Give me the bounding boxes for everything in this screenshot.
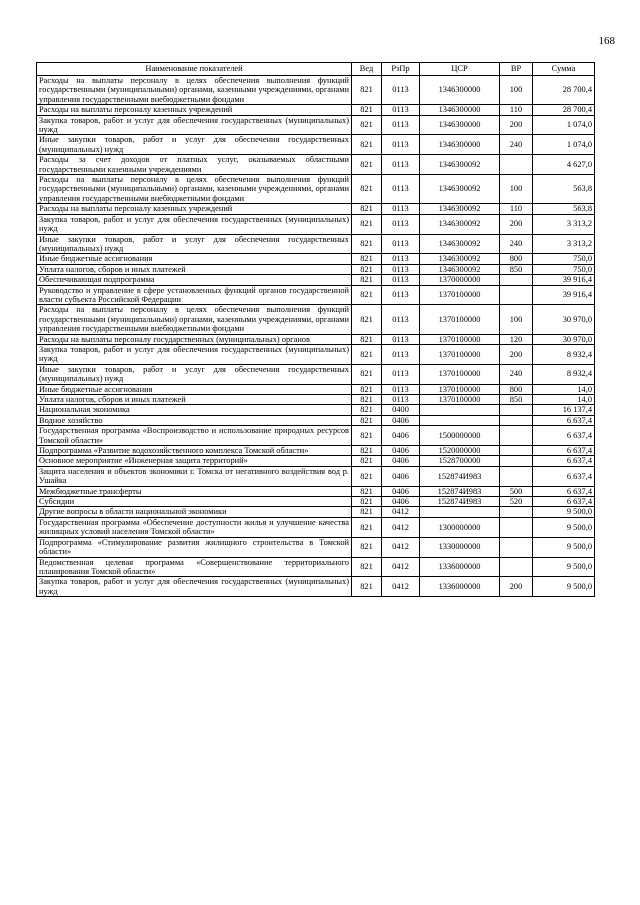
cell-rzpr: 0113 bbox=[382, 395, 420, 405]
cell-sum: 9 500,0 bbox=[533, 507, 595, 517]
cell-rzpr: 0113 bbox=[382, 285, 420, 305]
cell-rzpr: 0113 bbox=[382, 105, 420, 115]
cell-vr: 240 bbox=[500, 234, 533, 254]
cell-vr bbox=[500, 155, 533, 175]
cell-ved: 821 bbox=[352, 76, 382, 105]
cell-name: Межбюджетные трансферты bbox=[37, 486, 352, 496]
cell-ved: 821 bbox=[352, 497, 382, 507]
cell-sum: 6 637,4 bbox=[533, 456, 595, 466]
table-row bbox=[37, 214, 595, 234]
cell-vr bbox=[500, 517, 533, 537]
cell-ved: 821 bbox=[352, 405, 382, 415]
cell-name: Государственная программа «Воспроизводство и использование природных ресурсов Томской области» bbox=[37, 426, 352, 446]
cell-vr: 200 bbox=[500, 214, 533, 234]
cell-vr: 100 bbox=[500, 175, 533, 204]
cell-sum: 563,8 bbox=[533, 204, 595, 214]
header-sum: Сумма bbox=[533, 63, 595, 76]
cell-vr: 200 bbox=[500, 115, 533, 135]
cell-name: Расходы за счет доходов от платных услуг, оказываемых областными государственными казенными учреждениями bbox=[37, 155, 352, 175]
cell-vr: 100 bbox=[500, 76, 533, 105]
cell-name: Защита населения и объектов экономики г. Томска от негативного воздействия вод р. Ушайка bbox=[37, 466, 352, 486]
cell-sum: 9 500,0 bbox=[533, 557, 595, 577]
table-row bbox=[37, 305, 595, 334]
table-row bbox=[37, 264, 595, 274]
cell-rzpr: 0412 bbox=[382, 557, 420, 577]
cell-vr: 100 bbox=[500, 305, 533, 334]
table-row bbox=[37, 334, 595, 344]
cell-sum: 6 637,4 bbox=[533, 446, 595, 456]
cell-csr: 152874И983 bbox=[420, 466, 500, 486]
cell-vr: 200 bbox=[500, 344, 533, 364]
cell-vr bbox=[500, 275, 533, 285]
cell-ved: 821 bbox=[352, 334, 382, 344]
cell-rzpr: 0406 bbox=[382, 426, 420, 446]
table-row bbox=[37, 426, 595, 446]
cell-vr: 500 bbox=[500, 486, 533, 496]
cell-name: Иные бюджетные ассигнования bbox=[37, 254, 352, 264]
table-row bbox=[37, 517, 595, 537]
cell-sum: 750,0 bbox=[533, 254, 595, 264]
table-row bbox=[37, 466, 595, 486]
cell-ved: 821 bbox=[352, 426, 382, 446]
cell-sum: 3 313,2 bbox=[533, 214, 595, 234]
cell-rzpr: 0412 bbox=[382, 537, 420, 557]
cell-csr: 1370100000 bbox=[420, 344, 500, 364]
cell-ved: 821 bbox=[352, 264, 382, 274]
cell-name: Иные закупки товаров, работ и услуг для обеспечения государственных (муниципальных) нужд bbox=[37, 135, 352, 155]
table-row bbox=[37, 364, 595, 384]
cell-name: Основное мероприятие «Инженерная защита территорий» bbox=[37, 456, 352, 466]
cell-vr bbox=[500, 507, 533, 517]
cell-sum: 3 313,2 bbox=[533, 234, 595, 254]
table-header-row bbox=[37, 63, 595, 76]
cell-name: Иные закупки товаров, работ и услуг для обеспечения государственных (муниципальных) нужд bbox=[37, 364, 352, 384]
table-row bbox=[37, 115, 595, 135]
cell-ved: 821 bbox=[352, 364, 382, 384]
cell-rzpr: 0412 bbox=[382, 507, 420, 517]
cell-rzpr: 0406 bbox=[382, 446, 420, 456]
cell-ved: 821 bbox=[352, 446, 382, 456]
table-row bbox=[37, 507, 595, 517]
cell-ved: 821 bbox=[352, 507, 382, 517]
cell-vr: 200 bbox=[500, 577, 533, 597]
cell-vr bbox=[500, 537, 533, 557]
cell-rzpr: 0113 bbox=[382, 76, 420, 105]
cell-rzpr: 0113 bbox=[382, 135, 420, 155]
cell-ved: 821 bbox=[352, 517, 382, 537]
cell-rzpr: 0113 bbox=[382, 344, 420, 364]
cell-ved: 821 bbox=[352, 415, 382, 425]
table-row bbox=[37, 254, 595, 264]
cell-vr bbox=[500, 446, 533, 456]
table-row bbox=[37, 76, 595, 105]
cell-vr: 110 bbox=[500, 204, 533, 214]
cell-name: Расходы на выплаты персоналу казенных учреждений bbox=[37, 204, 352, 214]
cell-sum: 563,8 bbox=[533, 175, 595, 204]
cell-sum: 6 637,4 bbox=[533, 415, 595, 425]
cell-csr: 1336000000 bbox=[420, 577, 500, 597]
cell-sum: 16 137,4 bbox=[533, 405, 595, 415]
cell-csr: 1520000000 bbox=[420, 446, 500, 456]
table-row bbox=[37, 497, 595, 507]
cell-rzpr: 0406 bbox=[382, 486, 420, 496]
cell-csr: 152874И983 bbox=[420, 497, 500, 507]
cell-name: Закупка товаров, работ и услуг для обеспечения государственных (муниципальных) нужд bbox=[37, 214, 352, 234]
table-row bbox=[37, 446, 595, 456]
cell-csr: 1330000000 bbox=[420, 537, 500, 557]
cell-sum: 28 700,4 bbox=[533, 76, 595, 105]
cell-csr: 1500000000 bbox=[420, 426, 500, 446]
cell-vr bbox=[500, 415, 533, 425]
table-row bbox=[37, 456, 595, 466]
header-vr: ВР bbox=[500, 63, 533, 76]
table-row bbox=[37, 155, 595, 175]
cell-rzpr: 0113 bbox=[382, 305, 420, 334]
header-csr: ЦСР bbox=[420, 63, 500, 76]
cell-ved: 821 bbox=[352, 557, 382, 577]
cell-csr: 1370100000 bbox=[420, 305, 500, 334]
cell-sum: 30 970,0 bbox=[533, 305, 595, 334]
cell-name: Уплата налогов, сборов и иных платежей bbox=[37, 395, 352, 405]
cell-sum: 8 932,4 bbox=[533, 344, 595, 364]
cell-name: Закупка товаров, работ и услуг для обеспечения государственных (муниципальных) нужд bbox=[37, 577, 352, 597]
cell-name: Ведомственная целевая программа «Совершенствование территориального планирования Томской области» bbox=[37, 557, 352, 577]
cell-csr: 1346300092 bbox=[420, 264, 500, 274]
table-row bbox=[37, 384, 595, 394]
page-number: 168 bbox=[598, 35, 615, 47]
cell-sum: 14,0 bbox=[533, 384, 595, 394]
table-row bbox=[37, 234, 595, 254]
cell-name: Расходы на выплаты персоналу в целях обеспечения выполнения функций государственными (муниципальными) органами, казенными учреждениями, органами управления государственными внебюджетными фондами bbox=[37, 175, 352, 204]
cell-ved: 821 bbox=[352, 384, 382, 394]
cell-rzpr: 0113 bbox=[382, 155, 420, 175]
cell-sum: 4 627,0 bbox=[533, 155, 595, 175]
cell-vr: 120 bbox=[500, 334, 533, 344]
cell-ved: 821 bbox=[352, 285, 382, 305]
cell-ved: 821 bbox=[352, 175, 382, 204]
cell-sum: 8 932,4 bbox=[533, 364, 595, 384]
cell-vr bbox=[500, 426, 533, 446]
cell-sum: 39 916,4 bbox=[533, 285, 595, 305]
cell-ved: 821 bbox=[352, 234, 382, 254]
cell-rzpr: 0113 bbox=[382, 384, 420, 394]
cell-vr bbox=[500, 456, 533, 466]
cell-csr: 1528700000 bbox=[420, 456, 500, 466]
cell-name: Закупка товаров, работ и услуг для обеспечения государственных (муниципальных) нужд bbox=[37, 115, 352, 135]
table-row bbox=[37, 285, 595, 305]
cell-csr bbox=[420, 405, 500, 415]
cell-sum: 28 700,4 bbox=[533, 105, 595, 115]
cell-csr: 1370100000 bbox=[420, 334, 500, 344]
cell-vr: 520 bbox=[500, 497, 533, 507]
header-name: Наименование показателей bbox=[37, 63, 352, 76]
cell-csr: 1370100000 bbox=[420, 384, 500, 394]
cell-vr: 110 bbox=[500, 105, 533, 115]
cell-ved: 821 bbox=[352, 537, 382, 557]
cell-rzpr: 0113 bbox=[382, 175, 420, 204]
cell-sum: 1 074,0 bbox=[533, 135, 595, 155]
cell-name: Уплата налогов, сборов и иных платежей bbox=[37, 264, 352, 274]
cell-name: Расходы на выплаты персоналу государственных (муниципальных) органов bbox=[37, 334, 352, 344]
cell-sum: 750,0 bbox=[533, 264, 595, 274]
cell-name: Подпрограмма «Развитие водохозяйственного комплекса Томской области» bbox=[37, 446, 352, 456]
table-body bbox=[37, 76, 595, 597]
table-row bbox=[37, 344, 595, 364]
cell-vr bbox=[500, 557, 533, 577]
cell-ved: 821 bbox=[352, 135, 382, 155]
cell-rzpr: 0113 bbox=[382, 204, 420, 214]
cell-name: Подпрограмма «Стимулирование развития жилищного строительства в Томской области» bbox=[37, 537, 352, 557]
cell-ved: 821 bbox=[352, 466, 382, 486]
cell-ved: 821 bbox=[352, 155, 382, 175]
table-row bbox=[37, 415, 595, 425]
cell-csr: 1346300092 bbox=[420, 155, 500, 175]
cell-rzpr: 0406 bbox=[382, 456, 420, 466]
cell-vr bbox=[500, 285, 533, 305]
table-row bbox=[37, 175, 595, 204]
cell-csr: 1370100000 bbox=[420, 285, 500, 305]
cell-csr: 1370100000 bbox=[420, 364, 500, 384]
cell-ved: 821 bbox=[352, 214, 382, 234]
cell-name: Расходы на выплаты персоналу в целях обеспечения выполнения функций государственными (муниципальными) органами, казенными учреждениями, органами управления государственными внебюджетными фондами bbox=[37, 76, 352, 105]
cell-csr: 1346300000 bbox=[420, 76, 500, 105]
cell-vr: 850 bbox=[500, 264, 533, 274]
cell-csr: 1346300092 bbox=[420, 214, 500, 234]
cell-rzpr: 0412 bbox=[382, 517, 420, 537]
cell-rzpr: 0113 bbox=[382, 264, 420, 274]
cell-csr: 1346300000 bbox=[420, 105, 500, 115]
cell-ved: 821 bbox=[352, 577, 382, 597]
cell-ved: 821 bbox=[352, 115, 382, 135]
cell-csr: 1346300092 bbox=[420, 204, 500, 214]
table-row bbox=[37, 537, 595, 557]
table-row bbox=[37, 577, 595, 597]
cell-vr bbox=[500, 466, 533, 486]
cell-ved: 821 bbox=[352, 395, 382, 405]
cell-csr bbox=[420, 415, 500, 425]
cell-vr: 240 bbox=[500, 364, 533, 384]
cell-ved: 821 bbox=[352, 486, 382, 496]
cell-sum: 14,0 bbox=[533, 395, 595, 405]
table-row bbox=[37, 275, 595, 285]
cell-name: Иные бюджетные ассигнования bbox=[37, 384, 352, 394]
cell-name: Водное хозяйство bbox=[37, 415, 352, 425]
cell-csr: 1370100000 bbox=[420, 395, 500, 405]
cell-sum: 9 500,0 bbox=[533, 537, 595, 557]
cell-csr bbox=[420, 507, 500, 517]
cell-name: Расходы на выплаты персоналу в целях обеспечения выполнения функций государственными (муниципальными) органами, казенными учреждениями, органами управления государственными внебюджетными фондами bbox=[37, 305, 352, 334]
cell-vr: 800 bbox=[500, 384, 533, 394]
cell-ved: 821 bbox=[352, 456, 382, 466]
cell-vr: 850 bbox=[500, 395, 533, 405]
cell-ved: 821 bbox=[352, 254, 382, 264]
cell-csr: 1346300092 bbox=[420, 234, 500, 254]
cell-name: Субсидии bbox=[37, 497, 352, 507]
cell-rzpr: 0406 bbox=[382, 497, 420, 507]
cell-rzpr: 0113 bbox=[382, 254, 420, 264]
table-row bbox=[37, 395, 595, 405]
cell-name: Закупка товаров, работ и услуг для обеспечения государственных (муниципальных) нужд bbox=[37, 344, 352, 364]
cell-ved: 821 bbox=[352, 105, 382, 115]
cell-name: Иные закупки товаров, работ и услуг для обеспечения государственных (муниципальных) нужд bbox=[37, 234, 352, 254]
cell-sum: 1 074,0 bbox=[533, 115, 595, 135]
cell-csr: 1346300000 bbox=[420, 115, 500, 135]
cell-csr: 1346300000 bbox=[420, 135, 500, 155]
cell-vr bbox=[500, 405, 533, 415]
cell-ved: 821 bbox=[352, 305, 382, 334]
table-row bbox=[37, 557, 595, 577]
cell-rzpr: 0113 bbox=[382, 214, 420, 234]
cell-sum: 39 916,4 bbox=[533, 275, 595, 285]
cell-rzpr: 0400 bbox=[382, 405, 420, 415]
cell-sum: 6 637,4 bbox=[533, 466, 595, 486]
cell-rzpr: 0406 bbox=[382, 415, 420, 425]
table-row bbox=[37, 105, 595, 115]
cell-rzpr: 0113 bbox=[382, 234, 420, 254]
cell-name: Государственная программа «Обеспечение доступности жилья и улучшение качества жилищных условий населения Томской области» bbox=[37, 517, 352, 537]
cell-name: Обеспечивающая подпрограмма bbox=[37, 275, 352, 285]
header-rzpr: РзПр bbox=[382, 63, 420, 76]
table-row bbox=[37, 405, 595, 415]
cell-sum: 6 637,4 bbox=[533, 497, 595, 507]
cell-csr: 1300000000 bbox=[420, 517, 500, 537]
cell-vr: 240 bbox=[500, 135, 533, 155]
cell-sum: 6 637,4 bbox=[533, 486, 595, 496]
table-row bbox=[37, 486, 595, 496]
cell-name: Руководство и управление в сфере установленных функций органов государственной власти субъекта Российской Федерации bbox=[37, 285, 352, 305]
cell-csr: 152874И983 bbox=[420, 486, 500, 496]
cell-name: Другие вопросы в области национальной экономики bbox=[37, 507, 352, 517]
cell-ved: 821 bbox=[352, 275, 382, 285]
cell-rzpr: 0113 bbox=[382, 334, 420, 344]
cell-sum: 9 500,0 bbox=[533, 517, 595, 537]
cell-csr: 1336000000 bbox=[420, 557, 500, 577]
cell-rzpr: 0406 bbox=[382, 466, 420, 486]
budget-table bbox=[36, 62, 595, 597]
cell-rzpr: 0113 bbox=[382, 275, 420, 285]
header-ved: Вед bbox=[352, 63, 382, 76]
cell-ved: 821 bbox=[352, 204, 382, 214]
cell-csr: 1346300092 bbox=[420, 254, 500, 264]
cell-sum: 30 970,0 bbox=[533, 334, 595, 344]
cell-rzpr: 0412 bbox=[382, 577, 420, 597]
cell-csr: 1346300092 bbox=[420, 175, 500, 204]
cell-csr: 1370000000 bbox=[420, 275, 500, 285]
cell-name: Национальная экономика bbox=[37, 405, 352, 415]
cell-sum: 9 500,0 bbox=[533, 577, 595, 597]
table-row bbox=[37, 135, 595, 155]
cell-ved: 821 bbox=[352, 344, 382, 364]
table-row bbox=[37, 204, 595, 214]
cell-name: Расходы на выплаты персоналу казенных учреждений bbox=[37, 105, 352, 115]
cell-rzpr: 0113 bbox=[382, 364, 420, 384]
cell-rzpr: 0113 bbox=[382, 115, 420, 135]
cell-sum: 6 637,4 bbox=[533, 426, 595, 446]
cell-vr: 800 bbox=[500, 254, 533, 264]
